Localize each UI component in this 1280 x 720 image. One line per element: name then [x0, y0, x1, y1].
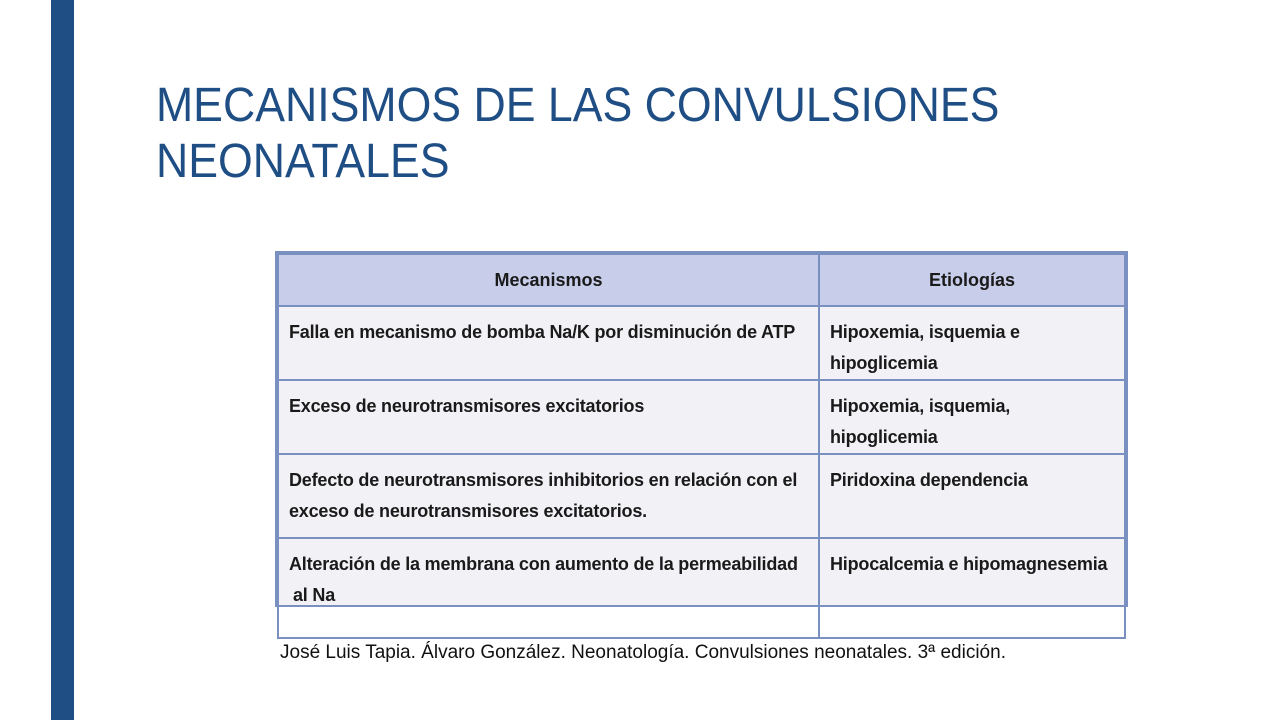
mechanisms-table — [275, 251, 1128, 607]
cell-text: Alteración de la membrana con aumento de la permeabilidad — [289, 554, 798, 574]
cell-text: Exceso de neurotransmisores excitatorios — [289, 396, 645, 416]
slide-title-line-2: NEONATALES — [156, 135, 450, 188]
header-mecanismos: Mecanismos — [278, 254, 819, 306]
header-etiologias: Etiologías — [819, 254, 1125, 306]
table-row — [278, 538, 1125, 638]
left-accent-bar — [51, 0, 74, 720]
cell-mecanismo — [278, 538, 819, 638]
table-row — [278, 306, 1125, 380]
cell-etiologia: Hipoxemia, isquemia, hipoglicemia — [819, 380, 1125, 454]
table-header-row — [278, 254, 1125, 306]
cell-mecanismo — [278, 306, 819, 380]
cell-etiologia: Piridoxina dependencia — [819, 454, 1125, 538]
cell-etiologia: Hipocalcemia e hipomagnesemia — [819, 538, 1125, 638]
cell-etiologia: Hipoxemia, isquemia e hipoglicemia — [819, 306, 1125, 380]
cell-text: exceso de neurotransmisores excitatorios. — [289, 501, 647, 521]
table-row — [278, 454, 1125, 538]
citation: José Luis Tapia. Álvaro González. Neonatología. Convulsiones neonatales. 3ª edición. — [280, 642, 1006, 663]
slide-title — [156, 78, 1133, 190]
slide-title-line-1: MECANISMOS DE LAS CONVULSIONES — [156, 79, 1000, 132]
cell-mecanismo — [278, 380, 819, 454]
mechanisms-table-grid — [277, 253, 1126, 639]
cell-text: al Na — [293, 585, 336, 605]
table-row — [278, 380, 1125, 454]
cell-text: Defecto de neurotransmisores inhibitorios en relación con el — [289, 470, 798, 490]
cell-text: Falla en mecanismo de bomba Na/K por disminución de ATP — [289, 322, 796, 342]
cell-mecanismo — [278, 454, 819, 538]
